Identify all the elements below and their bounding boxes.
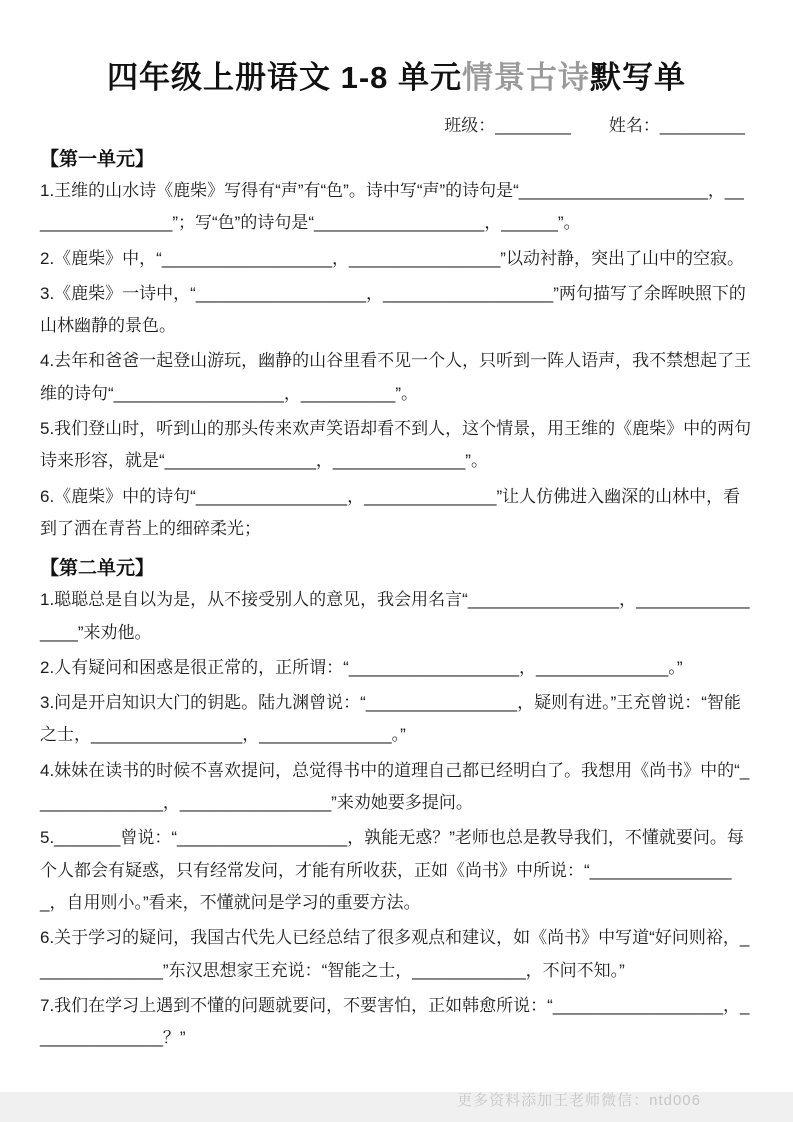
page-title: [40, 52, 753, 97]
unit1-question-6: 6.《鹿柴》中的诗句“________________，______________”让人仿佛进入幽深的山林中，看到了洒在青苔上的细碎柔光；: [40, 486, 741, 538]
student-info-line: [40, 111, 745, 136]
unit2-question-7: 7.我们在学习上遇到不懂的问题就要问，不要害怕，正如韩愈所说：“__________________，______________？”: [40, 995, 750, 1048]
title-part-right: 默写单: [590, 60, 687, 95]
section-unit2: [40, 553, 753, 1054]
unit1-question-5: 5.我们登山时，听到山的那头传来欢声笑语却看不到人，这个情景，用王维的《鹿柴》中的两句诗来形容，就是“________________，______________”。: [40, 419, 752, 471]
section-unit1-heading: 【第一单元】: [40, 149, 155, 170]
unit1-question-3: 3.《鹿柴》一诗中，“__________________，__________________”两句描写了余晖映照下的山林幽静的景色。: [40, 283, 746, 336]
title-part-left: 四年级上册语文 1-8 单元: [106, 60, 463, 95]
unit2-question-6: 6.关于学习的疑问，我国古代先人已经总结了很多观点和建议，如《尚书》中写道“好问则裕，______________”东汉思想家王充说：“智能之士，____________，不问不知。”: [40, 928, 750, 980]
unit1-question-2: 2.《鹿柴》中，“__________________，________________”以动衬静，突出了山中的空寂。: [40, 248, 744, 268]
unit1-question-4: 4.去年和爸爸一起登山游玩，幽静的山谷里看不见一个人，只听到一阵人语声，我不禁想起了王维的诗句“__________________，__________”。: [40, 351, 752, 403]
unit2-question-3: 3.问是开启知识大门的钥匙。陆九渊曾说：“________________，疑则有进。”王充曾说：“智能之士，________________，______________。”: [40, 693, 741, 745]
unit2-question-2: 2.人有疑问和困惑是很正常的，正所谓：“__________________，______________。”: [40, 657, 683, 677]
unit2-question-4: 4.妹妹在读书的时候不喜欢提问，总觉得书中的道理自己都已经明白了。我想用《尚书》中的“______________，________________”来劝她要多提问。: [40, 760, 750, 813]
section-unit1: [40, 144, 753, 545]
unit1-question-1: 1.王维的山水诗《鹿柴》写得有“声”有“色”。诗中写“声”的诗句是“____________________，________________”；写“色”的诗句是“__________________，______”。: [40, 181, 744, 233]
section-unit2-heading: 【第二单元】: [40, 558, 155, 580]
watermark-text: 更多资料添加王老师微信：ntd006: [457, 1092, 701, 1109]
unit2-question-1: 1.聪聪总是自以为是，从不接受别人的意见，我会用名言“________________，________________”来劝他。: [40, 590, 750, 642]
name-blank-label: 姓名：_________: [608, 116, 745, 135]
unit2-question-5: 5._______曾说：“__________________，孰能无惑？”老师也总是教导我们，不懂就要问。每个人都会有疑惑，只有经常发问，才能有所收获，正如《尚书》中所说：“________________，自用则小。”看来，不懂就问是学习的重要方法。: [40, 828, 744, 912]
title-part-accent: 情景古诗: [462, 60, 591, 95]
class-blank-label: 班级：________: [444, 116, 571, 135]
